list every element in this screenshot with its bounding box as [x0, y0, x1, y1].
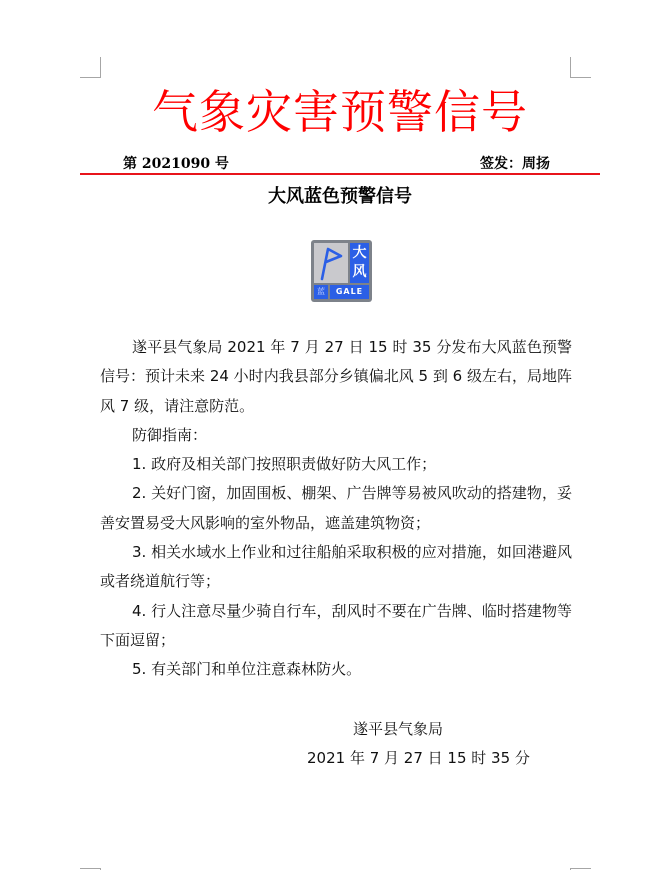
red-divider-line	[80, 173, 600, 175]
document-title: 大风蓝色预警信号	[268, 186, 412, 207]
guide-item-4: 4. 行人注意尽量少骑自行车，刮风时不要在广告牌、临时搭建物等下面逗留；	[100, 601, 572, 649]
document-body	[100, 333, 572, 685]
issue-number: 第 2021090 号	[123, 156, 229, 172]
gale-blue-warning-icon	[311, 240, 372, 302]
page-corner-mark-top-right	[570, 57, 591, 78]
icon-color-label: 蓝	[314, 285, 328, 299]
signature-datetime: 2021 年 7 月 27 日 15 时 35 分	[307, 749, 530, 767]
guide-item-3: 3. 相关水域水上作业和过往船舶采取积极的应对措施，如回港避风或者绕道航行等；	[100, 543, 572, 591]
icon-name-char-2: 风	[352, 264, 367, 280]
masthead-title: 气象灾害预警信号	[152, 85, 528, 139]
page-corner-mark-top-left	[80, 57, 101, 78]
signer: 签发：周扬	[480, 156, 550, 172]
guide-heading: 防御指南：	[132, 425, 208, 444]
announcement-paragraph: 遂平县气象局 2021 年 7 月 27 日 15 时 35 分发布大风蓝色预警信号：预计未来 24 小时内我县部分乡镇偏北风 5 到 6 级左右，局地阵风 7 级，请注意防范。	[100, 338, 572, 415]
guide-item-2: 2. 关好门窗，加固围板、棚架、广告牌等易被风吹动的搭建物，妥善安置易受大风影响的室外物品，遮盖建筑物资；	[100, 484, 572, 532]
issue-row	[80, 155, 600, 175]
icon-name-panel	[350, 243, 369, 283]
wind-flag-icon	[314, 243, 348, 283]
icon-top-row	[314, 243, 369, 283]
signature-organization: 遂平县气象局	[353, 720, 444, 738]
guide-item-5: 5. 有关部门和单位注意森林防火。	[132, 660, 362, 679]
icon-bottom-row	[314, 285, 369, 299]
signature-block	[280, 715, 540, 773]
flag-panel	[314, 243, 348, 283]
guide-item-1: 1. 政府及相关部门按照职责做好防大风工作；	[132, 455, 437, 474]
icon-name-char-1: 大	[352, 245, 367, 261]
icon-english-label: GALE	[330, 285, 369, 299]
